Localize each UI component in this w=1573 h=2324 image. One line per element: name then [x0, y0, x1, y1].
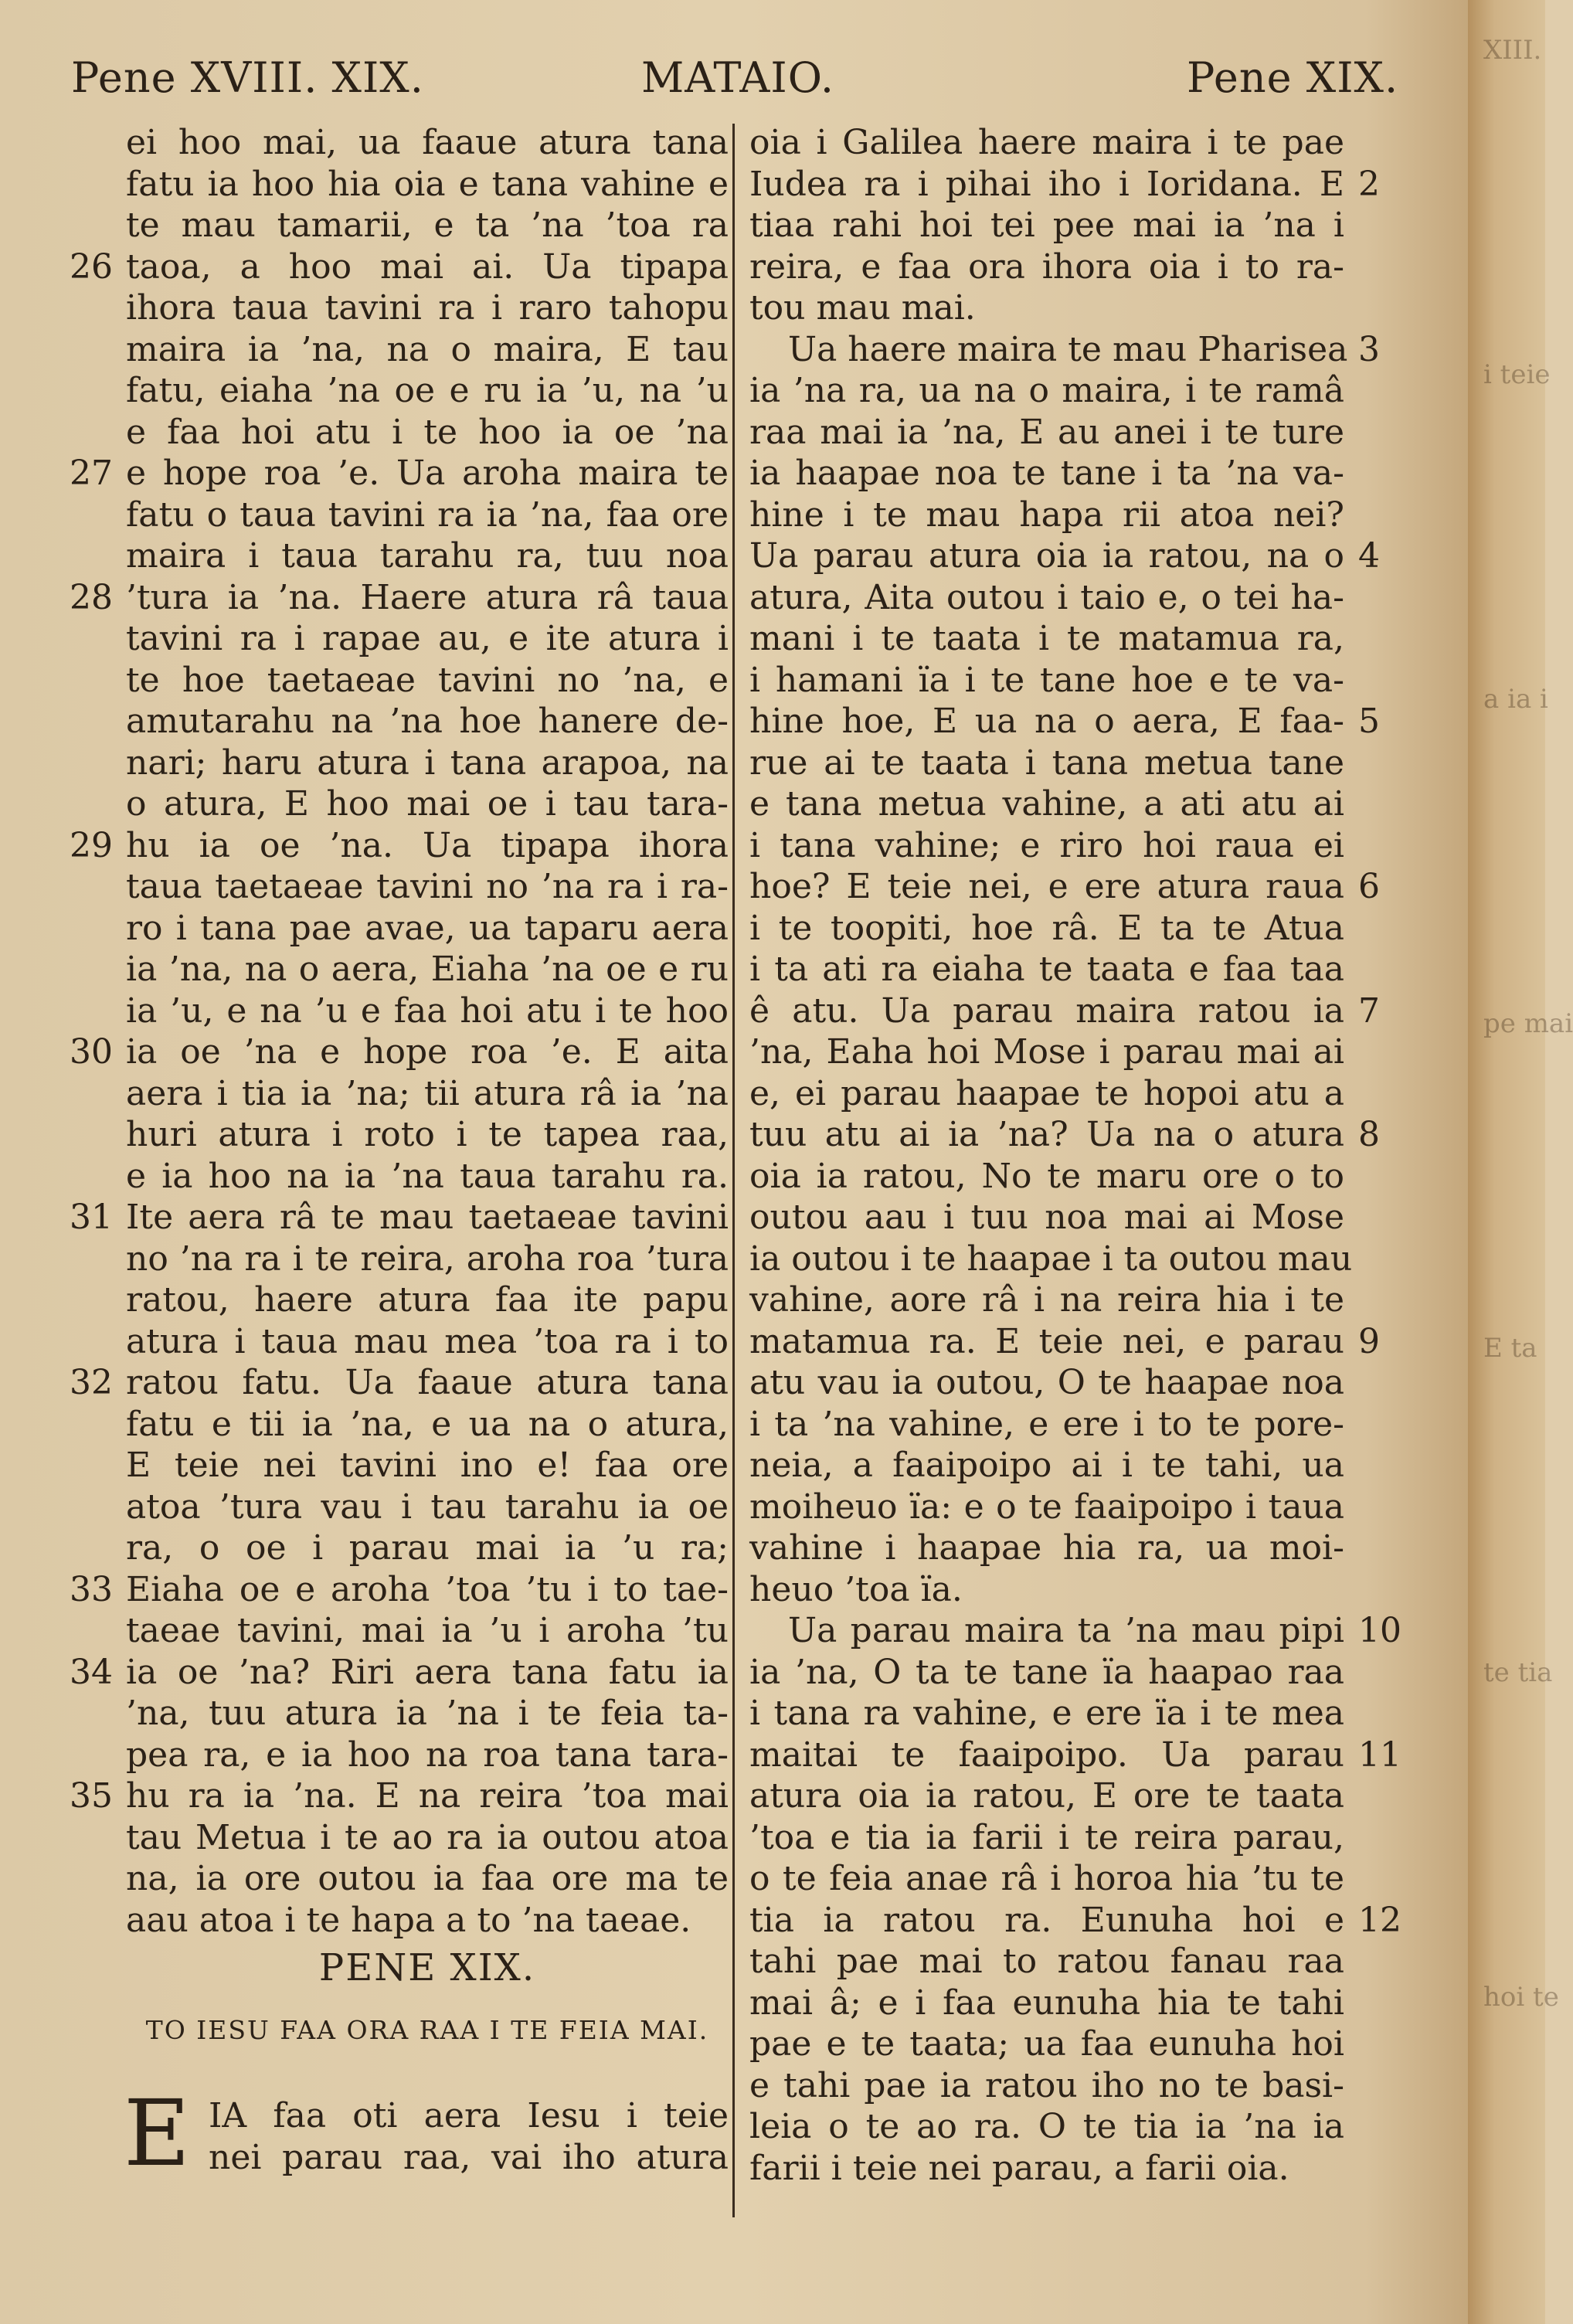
text-line: taoa, a hoo mai ai. Ua tipapa	[126, 246, 729, 287]
verse-number: 28	[70, 577, 113, 617]
text-line: atura, Aita outou i taio e, o tei ha-	[749, 577, 1344, 617]
text-line: vahine i haapae hia ra, ua moi-	[749, 1528, 1344, 1568]
text-line: ia ’na ra, ua na o maira, i te ramâ	[749, 371, 1344, 410]
text-line: ia outou i te haapae i ta outou mau	[749, 1238, 1353, 1279]
text-line: ’tura ia ’na. Haere atura râ taua	[126, 577, 729, 617]
text-line: na, ia ore outou ia faa ore ma te	[126, 1859, 729, 1898]
text-line: Ua parau maira ta ’na mau pipi	[788, 1611, 1344, 1650]
text-line: rue ai te taata i tana metua tane	[749, 742, 1344, 783]
text-line: ’toa e tia ia farii i te reira parau,	[749, 1817, 1344, 1857]
text-line: te mau tamarii, e ta ’na ’toa ra	[126, 206, 729, 245]
text-line: o te feia anae râ i horoa hia ’tu te	[749, 1859, 1344, 1898]
verse-number: 5	[1358, 702, 1380, 741]
text-line: mani i te taata i te matamua ra,	[749, 619, 1344, 658]
gutter-text-fragment: hoi te	[1483, 1982, 1559, 2013]
verse-number: 35	[70, 1776, 113, 1816]
text-line: atura i taua mau mea ’toa ra i to	[126, 1321, 729, 1361]
text-line: taua taetaeae tavini no ’na ra i ra-	[126, 867, 729, 906]
gutter-text-fragment: i teie	[1483, 359, 1551, 390]
text-line: o atura, E hoo mai oe i tau tara-	[126, 784, 729, 824]
gutter-text-fragment: a ia i	[1483, 684, 1548, 715]
text-line: i tana vahine; e riro hoi raua ei	[749, 825, 1344, 865]
text-line: ’na, Eaha hoi Mose i parau mai ai	[749, 1032, 1344, 1072]
verse-number: 10	[1358, 1611, 1401, 1650]
gutter-text-fragment: te tia	[1483, 1657, 1553, 1688]
text-line: e tahi pae ia ratou iho no te basi-	[749, 2065, 1344, 2105]
text-line: pea ra, e ia hoo na roa tana tara-	[126, 1735, 729, 1775]
text-line: te hoe taetaeae tavini no ’na, e	[126, 660, 729, 700]
text-line: atoa ’tura vau i tau tarahu ia oe	[126, 1486, 729, 1527]
text-line: fatu e tii ia ’na, e ua na o atura,	[126, 1404, 729, 1444]
text-line: fatu o taua tavini ra ia ’na, faa ore	[126, 494, 729, 535]
text-line: tou mau mai.	[749, 288, 976, 328]
text-line: Ua haere maira te mau Pharisea	[788, 329, 1348, 369]
verse-number: 9	[1358, 1321, 1380, 1361]
gutter-text-fragment: pe mai	[1483, 1008, 1573, 1039]
column-divider	[732, 124, 735, 2217]
text-line: hine hoe, E ua na o aera, E faa-	[749, 702, 1344, 741]
text-line: ratou fatu. Ua faaue atura tana	[126, 1363, 729, 1402]
gutter-text-fragment: E ta	[1483, 1333, 1537, 1364]
text-line: oia ia ratou, No te maru ore o to	[749, 1156, 1344, 1196]
text-line: raa mai ia ’na, E au anei i te ture	[749, 412, 1344, 452]
running-header-right: Pene XIX.	[1187, 53, 1399, 102]
text-line: tiaa rahi hoi tei pee mai ia ’na i	[749, 206, 1344, 245]
text-line: ia ’na, na o aera, Eiaha ’na oe e ru	[126, 950, 729, 989]
text-line: e ia hoo na ia ’na taua tarahu ra.	[126, 1156, 729, 1196]
text-line: ia ’u, e na ’u e faa hoi atu i te hoo	[126, 990, 729, 1031]
text-line: Iudea ra i pihai iho i Ioridana. E	[749, 164, 1344, 204]
text-line: ia oe ’na e hope roa ’e. E aita	[126, 1032, 729, 1072]
text-line: taeae tavini, mai ia ’u i aroha ’tu	[126, 1611, 729, 1650]
text-line: ihora taua tavini ra i raro tahopu	[126, 288, 729, 328]
text-line: fatu, eiaha ’na oe e ru ia ’u, na ’u	[126, 371, 729, 410]
facing-page-gutter	[1468, 0, 1573, 2324]
text-line: aera i tia ia ’na; tii atura râ ia ’na	[126, 1073, 729, 1113]
text-line: ia oe ’na? Riri aera tana fatu ia	[126, 1652, 729, 1692]
text-line: tavini ra i rapae au, e ite atura i	[126, 619, 729, 658]
text-line: matamua ra. E teie nei, e parau	[749, 1321, 1344, 1361]
verse-number: 26	[70, 246, 113, 287]
text-line: ia haapae noa te tane i ta ’na va-	[749, 454, 1344, 493]
section-title: TO IESU FAA ORA RAA I TE FEIA MAI.	[145, 2015, 709, 2045]
text-line: moiheuo ïa: e o te faaipoipo i taua	[749, 1486, 1344, 1527]
text-line: maira i taua tarahu ra, tuu noa	[126, 536, 729, 576]
text-line: ei hoo mai, ua faaue atura tana	[126, 123, 729, 162]
text-line: ra, o oe i parau mai ia ’u ra;	[126, 1528, 729, 1568]
text-line: nari; haru atura i tana arapoa, na	[126, 742, 729, 783]
text-line: i hamani ïa i te tane hoe e te va-	[749, 660, 1344, 700]
text-line: atura oia ia ratou, E ore te taata	[749, 1776, 1344, 1816]
text-line: Eiaha oe e aroha ’toa ’tu i to tae-	[126, 1569, 729, 1609]
text-line: i ta ’na vahine, e ere i to te pore-	[749, 1404, 1344, 1444]
verse-number: 32	[70, 1363, 113, 1402]
running-header-title: MATAIO.	[641, 53, 834, 102]
text-line: maitai te faaipoipo. Ua parau	[749, 1735, 1344, 1775]
text-line: neia, a faaipoipo ai i te tahi, ua	[749, 1446, 1344, 1485]
text-line: e tana metua vahine, a ati atu ai	[749, 784, 1344, 824]
verse-number: 27	[70, 454, 113, 493]
text-line: nei parau raa, vai iho atura	[209, 2137, 729, 2177]
text-line: e, ei parau haapae te hopoi atu a	[749, 1073, 1344, 1113]
left-column	[126, 122, 729, 1941]
text-line: tia ia ratou ra. Eunuha hoi e	[749, 1900, 1344, 1940]
text-line: maira ia ’na, na o maira, E tau	[126, 329, 729, 369]
text-line: tau Metua i te ao ra ia outou atoa	[126, 1817, 729, 1857]
text-line: oia i Galilea haere maira i te pae	[749, 123, 1344, 162]
text-line: hoe? E teie nei, e ere atura raua	[749, 867, 1344, 906]
verse-number: 7	[1358, 990, 1380, 1031]
text-line: e hope roa ’e. Ua aroha maira te	[126, 454, 729, 493]
text-line: tuu atu ai ia ’na? Ua na o atura	[749, 1115, 1344, 1154]
verse-number: 29	[70, 825, 113, 865]
verse-number: 30	[70, 1032, 113, 1072]
verse-number: 11	[1358, 1735, 1401, 1775]
text-line: hu ra ia ’na. E na reira ’toa mai	[126, 1776, 729, 1816]
gutter-text-fragment: XIII.	[1483, 35, 1542, 66]
text-line: vahine, aore râ i na reira hia i te	[749, 1280, 1344, 1320]
text-line: amutarahu na ’na hoe hanere de-	[126, 702, 729, 741]
text-line: pae e te taata; ua faa eunuha hoi	[749, 2024, 1344, 2064]
text-line: outou aau i tuu noa mai ai Mose	[749, 1198, 1344, 1237]
verse-number: 6	[1358, 867, 1380, 906]
verse-number: 34	[70, 1652, 113, 1692]
chapter-heading: PENE XIX.	[318, 1946, 536, 1989]
text-line: i tana ra vahine, e ere ïa i te mea	[749, 1694, 1344, 1733]
text-line: ’na, tuu atura ia ’na i te feia ta-	[126, 1694, 729, 1733]
text-line: mai â; e i faa eunuha hia te tahi	[749, 1983, 1344, 2023]
text-line: heuo ’toa ïa.	[749, 1569, 963, 1609]
verse-number: 4	[1358, 536, 1380, 576]
text-line: tahi pae mai to ratou fanau raa	[749, 1942, 1344, 1981]
text-line: leia o te ao ra. O te tia ia ’na ia	[749, 2107, 1344, 2146]
text-line: hine i te mau hapa rii atoa nei?	[749, 494, 1344, 535]
chapter-opening-text	[209, 2095, 729, 2178]
text-line: aau atoa i te hapa a to ’na taeae.	[126, 1900, 691, 1940]
verse-number: 3	[1358, 329, 1380, 369]
text-line: atu vau ia outou, O te haapae noa	[749, 1363, 1344, 1402]
text-line: ro i tana pae avae, ua taparu aera	[126, 908, 729, 948]
text-line: E teie nei tavini ino e! faa ore	[126, 1446, 729, 1485]
text-line: hu ia oe ’na. Ua tipapa ihora	[126, 825, 729, 865]
verse-number: 31	[70, 1198, 113, 1237]
running-header-left: Pene XVIII. XIX.	[71, 53, 424, 102]
text-line: i te toopiti, hoe râ. E ta te Atua	[749, 908, 1344, 948]
text-line: reira, e faa ora ihora oia i to ra-	[749, 246, 1344, 287]
text-line: no ’na ra i te reira, aroha roa ’tura	[126, 1238, 729, 1279]
text-line: huri atura i roto i te tapea raa,	[126, 1115, 729, 1154]
verse-number: 8	[1358, 1115, 1380, 1154]
text-line: Ite aera râ te mau taetaeae tavini	[126, 1198, 729, 1237]
right-column	[749, 122, 1353, 2189]
drop-cap: E	[124, 2080, 191, 2186]
verse-number: 2	[1358, 164, 1380, 204]
text-line: fatu ia hoo hia oia e tana vahine e	[126, 164, 729, 204]
text-line: ê atu. Ua parau maira ratou ia	[749, 990, 1344, 1031]
verse-number: 33	[70, 1569, 113, 1609]
text-line: ia ’na, O ta te tane ïa haapao raa	[749, 1652, 1344, 1692]
text-line: farii i teie nei parau, a farii oia.	[749, 2148, 1289, 2188]
verse-number: 12	[1358, 1900, 1401, 1940]
text-line: i ta ati ra eiaha te taata e faa taa	[749, 950, 1344, 989]
text-line: ratou, haere atura faa ite papu	[126, 1280, 729, 1320]
text-line: e faa hoi atu i te hoo ia oe ’na	[126, 412, 729, 452]
text-line: IA faa oti aera Iesu i teie	[209, 2096, 729, 2135]
text-line: Ua parau atura oia ia ratou, na o	[749, 536, 1344, 576]
